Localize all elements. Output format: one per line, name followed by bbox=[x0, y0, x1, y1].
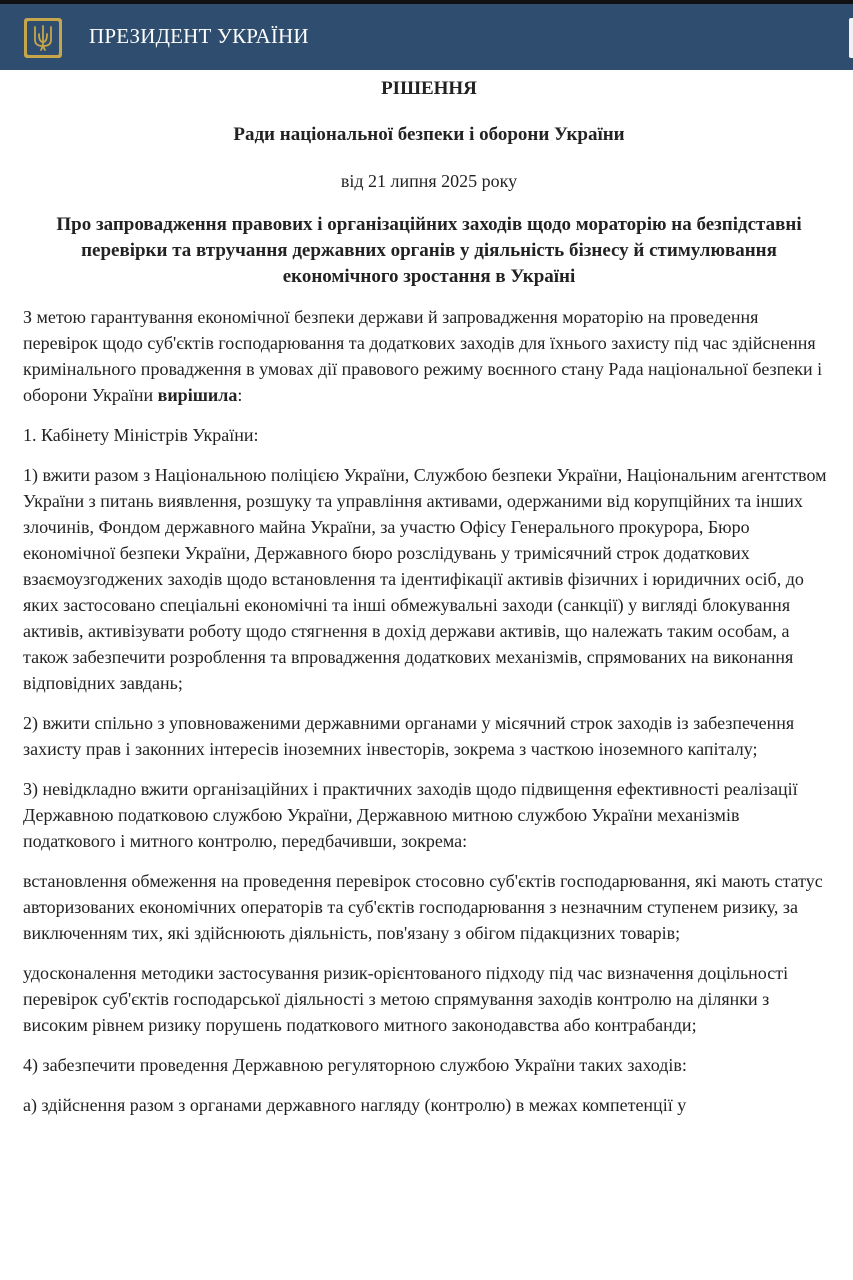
trident-coat-of-arms-icon[interactable] bbox=[24, 18, 62, 58]
document-body bbox=[23, 70, 835, 1118]
preamble-text: З метою гарантування економічної безпеки держави й запровадження мораторію на проведення перевірок щодо суб'єктів господарювання та додаткових заходів для їхнього захисту під час здійснення кримінального провадження в умовах дії правового режиму воєнного стану Рада національної безпеки і оборони України bbox=[23, 307, 823, 405]
preamble-end: : bbox=[237, 385, 243, 405]
trident-icon bbox=[32, 24, 54, 52]
paragraph: встановлення обмеження на проведення перевірок стосовно суб'єктів господарювання, які мають статус авторизованих економічних операторів та суб'єктів господарювання з незначним ступенем ризику, за виключенням тих, які здійснюють діяльність, пов'язану з обігом підакцизних товарів; bbox=[23, 871, 823, 943]
logo-inner bbox=[27, 21, 59, 55]
site-title[interactable]: ПРЕЗИДЕНТ УКРАЇНИ bbox=[89, 24, 309, 48]
paragraph: 1. Кабінету Міністрів України: bbox=[23, 425, 259, 445]
site-header bbox=[0, 4, 853, 70]
paragraph: 4) забезпечити проведення Державною регуляторною службою України таких заходів: bbox=[23, 1055, 687, 1075]
preamble bbox=[23, 304, 835, 408]
document-date: від 21 липня 2025 року bbox=[340, 171, 518, 191]
paragraph: удосконалення методики застосування ризик-орієнтованого підходу під час визначення доцільності перевірок суб'єктів господарської діяльності з метою спрямування заходів контролю на ділянки з високим рівнем ризику порушень податкового митного законодавства або контрабанди; bbox=[23, 963, 789, 1035]
paragraph: 2) вжити спільно з уповноваженими державними органами у місячний строк заходів із забезпечення захисту прав і законних інтересів іноземних інвесторів, зокрема з часткою іноземного капіталу; bbox=[23, 713, 795, 759]
document-title: Про запровадження правових і організаційних заходів щодо мораторію на безпідставні перевірки та втручання державних органів у діяльність бізнесу й стимулювання економічного зростання в Україні bbox=[56, 214, 802, 287]
scroll-edge bbox=[849, 18, 853, 58]
paragraph: 1) вжити разом з Національною поліцією України, Службою безпеки України, Національним агентством України з питань виявлення, розшуку та управління активами, одержаними від корупційних та інших злочинів, Фондом державного майна України, за участю Офісу Генерального прокурора, Бюро економічної безпеки України, Державного бюро розслідувань у тримісячний строк додаткових взаємоузгоджених заходів щодо встановлення та ідентифікації активів фізичних і юридичних осіб, до яких застосовано спеціальні економічні та інші обмежувальні заходи (санкції) у вигляді блокування активів, активізувати роботу щодо стягнення в дохід держави активів, що належать таким особам, а також забезпечити розроблення та впровадження додаткових механізмів, спрямованих на виконання відповідних завдань; bbox=[23, 465, 827, 693]
paragraph: 3) невідкладно вжити організаційних і практичних заходів щодо підвищення ефективності реалізації Державною податковою службою України, Державною митною службою України механізмів податкового і митного контролю, передбачивши, зокрема: bbox=[23, 779, 798, 851]
document-type: РІШЕННЯ bbox=[381, 78, 477, 99]
preamble-bold: вирішила bbox=[157, 385, 238, 405]
paragraph: а) здійснення разом з органами державного нагляду (контролю) в межах компетенції у bbox=[23, 1095, 687, 1115]
document-issuer: Ради національної безпеки і оборони України bbox=[233, 124, 625, 145]
